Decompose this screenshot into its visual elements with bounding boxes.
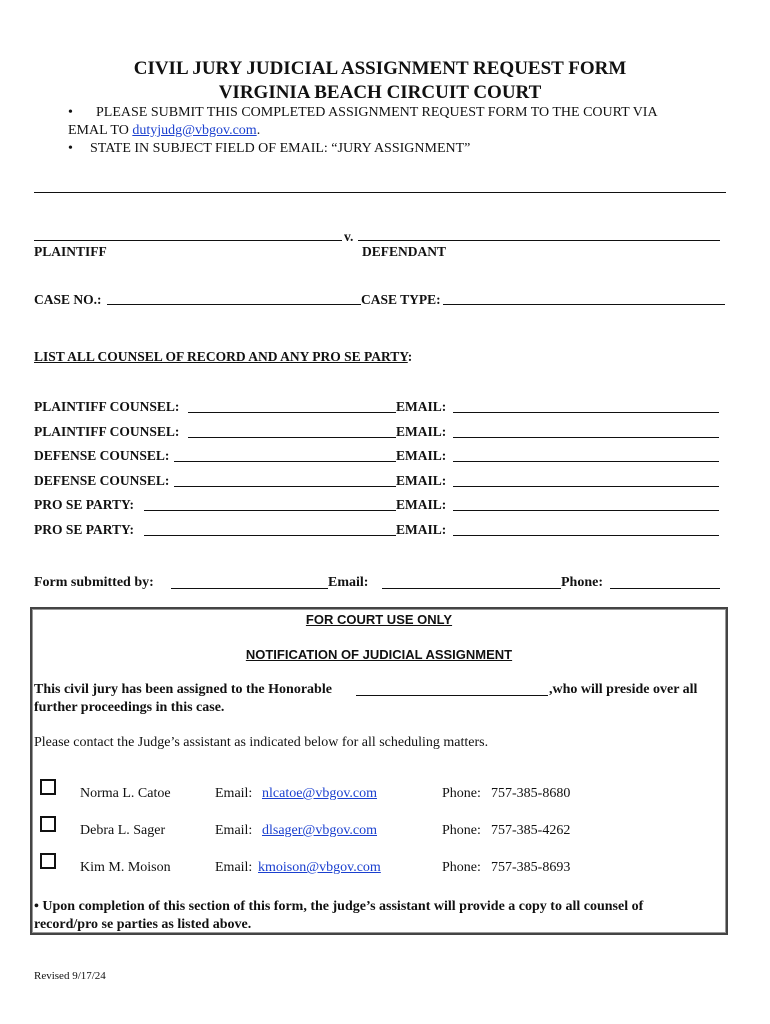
counsel-email-label: EMAIL: (396, 521, 447, 537)
form-title-line1: CIVIL JURY JUDICIAL ASSIGNMENT REQUEST FORM (133, 58, 627, 79)
instruction-line1: PLEASE SUBMIT THIS COMPLETED ASSIGNMENT REQUEST FORM TO THE COURT VIA (96, 105, 658, 120)
assistant-email-link[interactable]: dlsager@vbgov.com (262, 823, 378, 838)
form-submitted-label: Form submitted by: (34, 575, 154, 590)
section-divider (34, 192, 726, 193)
instruction-line3: STATE IN SUBJECT FIELD OF EMAIL: “JURY ASSIGNMENT” (90, 141, 471, 156)
counsel-row-label: PRO SE PARTY: (34, 521, 135, 537)
counsel-email-field[interactable] (453, 412, 719, 413)
judge-name-field[interactable] (356, 695, 548, 696)
counsel-name-field[interactable] (174, 486, 396, 487)
counsel-email-field[interactable] (453, 461, 719, 462)
assistant-name: Debra L. Sager (80, 823, 166, 838)
assistant-phone: 757-385-8680 (491, 786, 571, 801)
case-no-field[interactable] (107, 304, 361, 305)
assistant-email-label: Email: (215, 823, 253, 838)
assistant-name: Norma L. Catoe (80, 786, 171, 801)
instruction-line2-prefix: EMAL TO (68, 123, 133, 138)
notification-heading: NOTIFICATION OF JUDICIAL ASSIGNMENT (245, 647, 513, 662)
form-title-line2: VIRGINIA BEACH CIRCUIT COURT (218, 82, 542, 103)
versus-label: v. (344, 229, 354, 244)
assistant-phone-label: Phone: (442, 860, 481, 875)
submitter-phone-field[interactable] (610, 588, 720, 589)
defendant-field[interactable] (358, 240, 720, 241)
counsel-row-label: DEFENSE COUNSEL: (34, 472, 170, 488)
plaintiff-label: PLAINTIFF (34, 244, 107, 259)
assistant-name: Kim M. Moison (80, 860, 171, 875)
instruction-line2-suffix: . (256, 123, 261, 138)
counsel-name-field[interactable] (174, 461, 396, 462)
bullet-glyph: • (68, 141, 73, 156)
assistant-email-link[interactable]: nlcatoe@vbgov.com (262, 786, 378, 801)
assistant-phone: 757-385-8693 (491, 860, 571, 875)
counsel-heading (34, 349, 412, 365)
submitter-email-label: Email: (328, 575, 369, 590)
counsel-heading-text: LIST ALL COUNSEL OF RECORD AND ANY PRO SE PARTY (34, 349, 408, 364)
assistant-checkbox[interactable] (40, 853, 56, 869)
instruction-line2 (68, 123, 260, 139)
submitter-email-field[interactable] (382, 588, 561, 589)
counsel-row-label: PLAINTIFF COUNSEL: (34, 423, 180, 439)
assigned-suffix: ,who will preside over all (549, 682, 698, 697)
counsel-row-label: PLAINTIFF COUNSEL: (34, 399, 180, 414)
counsel-row-label: PRO SE PARTY: (34, 497, 135, 512)
assistant-phone-label: Phone: (442, 786, 481, 801)
counsel-email-label: EMAIL: (396, 399, 447, 414)
defendant-label: DEFENDANT (362, 244, 447, 259)
counsel-row-label: DEFENSE COUNSEL: (34, 448, 170, 463)
contact-note: Please contact the Judge’s assistant as indicated below for all scheduling matters. (34, 735, 489, 750)
case-no-label: CASE NO.: (34, 292, 102, 307)
counsel-heading-suffix: : (407, 349, 413, 364)
bullet-glyph: • (68, 105, 73, 120)
assistant-email-link[interactable]: kmoison@vbgov.com (258, 860, 381, 875)
counsel-name-field[interactable] (144, 510, 396, 511)
counsel-email-label: EMAIL: (396, 497, 447, 512)
counsel-email-field[interactable] (453, 535, 719, 536)
counsel-email-label: EMAIL: (396, 448, 447, 463)
assistant-phone: 757-385-4262 (491, 823, 571, 838)
submitted-by-field[interactable] (171, 588, 328, 589)
counsel-email-field[interactable] (453, 437, 719, 438)
completion-note-line2: record/pro se parties as listed above. (34, 917, 252, 932)
assistant-checkbox[interactable] (40, 816, 56, 832)
assigned-line2: further proceedings in this case. (34, 700, 225, 715)
revision-date: Revised 9/17/24 (34, 970, 106, 982)
assistant-email-label: Email: (215, 786, 253, 801)
counsel-email-label: EMAIL: (396, 423, 447, 439)
plaintiff-field[interactable] (34, 240, 342, 241)
counsel-name-field[interactable] (144, 535, 396, 536)
counsel-name-field[interactable] (188, 412, 396, 413)
submitter-phone-label: Phone: (561, 575, 603, 590)
counsel-name-field[interactable] (188, 437, 396, 438)
assistant-phone-label: Phone: (442, 823, 481, 838)
assistant-email-label: Email: (215, 860, 253, 875)
counsel-email-field[interactable] (453, 486, 719, 487)
duty-judge-email-link[interactable]: dutyjudg@vbgov.com (132, 123, 257, 138)
case-type-field[interactable] (443, 304, 725, 305)
counsel-email-field[interactable] (453, 510, 719, 511)
assistant-checkbox[interactable] (40, 779, 56, 795)
counsel-email-label: EMAIL: (396, 472, 447, 488)
assigned-prefix: This civil jury has been assigned to the Honorable (34, 682, 332, 697)
completion-note-line1: • Upon completion of this section of this form, the judge’s assistant will provide a copy to all counsel of (34, 899, 644, 914)
court-use-heading: FOR COURT USE ONLY (305, 612, 453, 627)
case-type-label: CASE TYPE: (361, 292, 441, 307)
